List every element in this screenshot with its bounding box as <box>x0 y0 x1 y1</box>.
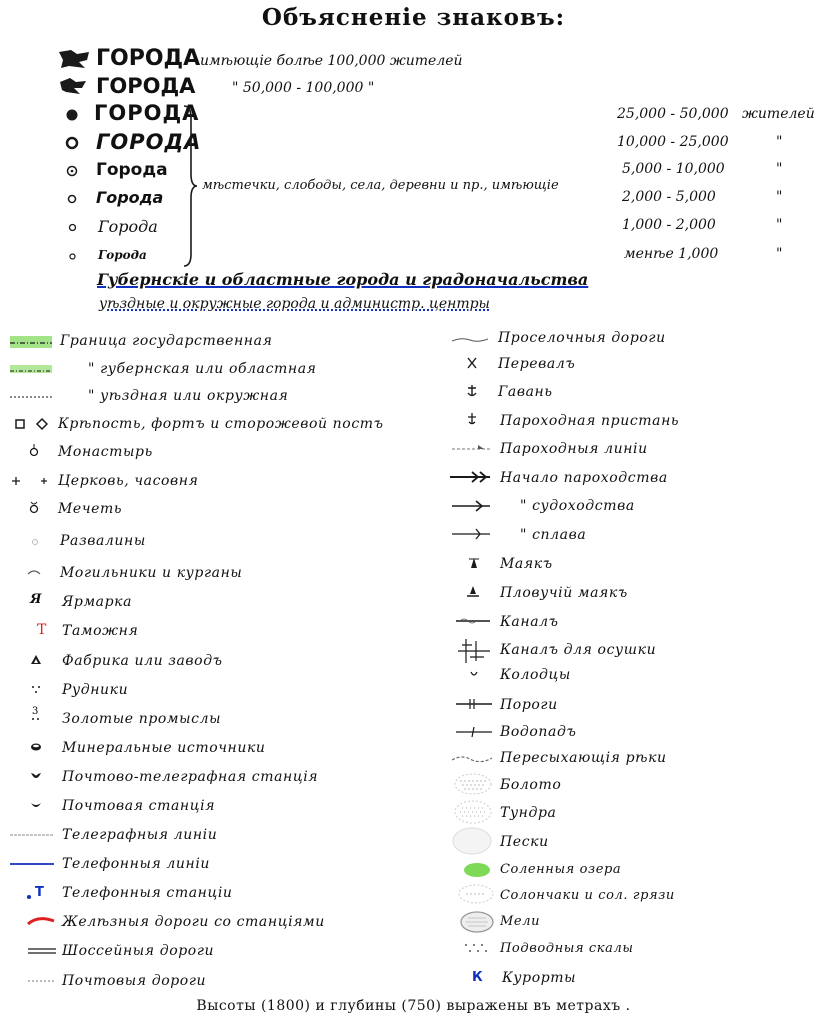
city-small-ring-icon <box>67 194 77 204</box>
city-dot-filled-icon <box>65 108 79 122</box>
steam-start-icon <box>450 470 492 484</box>
city-tiny-ring-icon <box>68 223 77 232</box>
legend-post-telegraph: Почтово-телеграфная станція <box>62 769 319 785</box>
legend-telephone-station: Телефонныя станціи <box>62 885 233 901</box>
page-title: Объясненіе знаковъ: <box>261 4 566 31</box>
city-note-2: " 50,000 - 100,000 " <box>232 80 375 96</box>
city-label-1: ГОРОДА <box>96 46 201 71</box>
legend-canal: Каналъ <box>500 614 559 630</box>
range-1: 25,000 - 50,000 <box>617 106 729 122</box>
canal-icon <box>456 617 490 625</box>
kurgan-icon <box>26 568 42 576</box>
wells-icon <box>470 670 478 678</box>
factory-icon <box>30 654 42 665</box>
legend-underwater-rocks: Подводныя скалы <box>500 941 634 956</box>
range-unit-1: жителей <box>742 106 815 122</box>
rafting-start-icon <box>452 527 492 541</box>
svg-text:3: 3 <box>32 706 39 717</box>
legend-kurgans: Могильники и курганы <box>60 565 243 581</box>
range-5: 1,000 - 2,000 <box>622 217 716 233</box>
city-label-4: ГОРОДА <box>96 130 202 154</box>
lighthouse-icon <box>468 556 480 570</box>
drainage-canal-icon <box>456 635 492 665</box>
city-ring-icon <box>65 136 79 150</box>
legend-fair: Ярмарка <box>62 594 133 610</box>
post-station-icon <box>30 800 42 810</box>
gub-line: Губернскіе и областные города и градоначальства <box>97 270 589 289</box>
legend-salt-lakes: Соленныя озера <box>500 862 622 877</box>
city-note-1: имѣющіе болѣе 100,000 жителей <box>200 53 463 69</box>
range-2: 10,000 - 25,000 <box>617 134 729 150</box>
legend-post-road: Почтовыя дороги <box>62 973 207 989</box>
city-dot-icon <box>69 253 76 260</box>
swamp-icon <box>454 773 492 795</box>
legend-swamp: Болото <box>500 777 562 793</box>
legend-customs: Таможня <box>62 623 139 639</box>
legend-harbor: Гавань <box>498 384 553 400</box>
telegraph-line-icon <box>10 832 54 838</box>
range-6: менѣе 1,000 <box>624 246 719 262</box>
legend-tundra: Тундра <box>500 805 557 821</box>
sands-icon <box>452 827 492 855</box>
rapids-icon <box>456 698 492 710</box>
city-label-5: Города <box>96 160 168 180</box>
legend-pier: Пароходная пристань <box>500 413 680 429</box>
gub-border-icon <box>10 363 52 377</box>
legend-sands: Пески <box>500 834 549 850</box>
legend-mineral: Минеральные источники <box>62 740 266 756</box>
legend-factory: Фабрика или заводъ <box>62 653 223 669</box>
legend-post-station: Почтовая станція <box>62 798 216 814</box>
salt-lake-icon <box>462 862 492 878</box>
telephone-station-icon: Т <box>35 885 44 900</box>
mines-icon <box>31 684 41 694</box>
ruins-icon <box>30 538 40 546</box>
gold-icon <box>30 704 42 722</box>
legend-mines: Рудники <box>62 682 129 698</box>
city-ring-dot-icon <box>66 165 78 177</box>
legend-rafting: " сплава <box>520 527 587 543</box>
tundra-icon <box>454 800 492 824</box>
fort-icon <box>14 417 48 431</box>
telephone-line-icon <box>10 861 54 867</box>
legend-ruins: Развалины <box>60 533 146 549</box>
resort-icon: К <box>472 970 483 985</box>
legend-steam-start: Начало пароходства <box>500 470 668 486</box>
steamship-line-icon <box>452 444 490 452</box>
legend-telephone-line: Телефонныя линіи <box>62 856 211 872</box>
range-unit-4: " <box>776 189 783 205</box>
country-road-icon <box>452 336 488 344</box>
post-road-icon <box>28 978 56 984</box>
legend-railway: Желѣзныя дороги со станціями <box>62 914 325 930</box>
legend-waterfall: Водопадъ <box>500 724 577 740</box>
city-label-8: Города <box>98 248 147 262</box>
pass-icon <box>466 357 478 369</box>
navigation-start-icon <box>452 499 492 513</box>
uezd-border-icon <box>10 393 52 401</box>
mineral-spring-icon <box>30 742 42 752</box>
legend-highway: Шоссейныя дороги <box>62 943 215 959</box>
legend-resorts: Курорты <box>502 970 577 986</box>
city-medium-icon <box>58 76 88 96</box>
legend-rapids: Пороги <box>500 697 558 713</box>
range-3: 5,000 - 10,000 <box>622 161 725 177</box>
floating-lighthouse-icon <box>466 584 480 598</box>
legend-navigation: " судоходства <box>520 498 635 514</box>
legend-steamship-lines: Пароходныя линіи <box>500 441 648 457</box>
legend-floating-lighthouse: Пловучій маякъ <box>500 585 628 601</box>
harbor-icon <box>466 384 478 398</box>
pier-icon <box>467 412 477 426</box>
legend-wells: Колодцы <box>500 667 571 683</box>
church-icon <box>12 475 48 487</box>
legend-lighthouse: Маякъ <box>500 556 553 572</box>
range-unit-5: " <box>776 217 783 233</box>
city-large-icon <box>57 48 91 70</box>
legend-pass: Перевалъ <box>498 356 576 372</box>
legend-dry-river: Пересыхающія рѣки <box>500 750 667 766</box>
legend-uezd-border: " уѣздная или окружная <box>88 388 289 404</box>
shoals-icon <box>460 911 494 933</box>
legend-state-border: Граница государственная <box>60 333 273 349</box>
monastery-icon <box>28 443 40 457</box>
legend-monastery: Монастырь <box>58 444 153 460</box>
legend-drainage-canal: Каналъ для осушки <box>500 642 657 658</box>
legend-mosque: Мечеть <box>58 501 123 517</box>
underwater-rocks-icon <box>462 941 492 957</box>
city-label-7: Города <box>98 217 158 236</box>
dry-river-icon <box>452 752 492 766</box>
legend-shoals: Мели <box>500 914 541 929</box>
customs-icon: Т <box>37 622 47 638</box>
legend-country-road: Проселочныя дороги <box>498 330 666 346</box>
city-label-2: ГОРОДА <box>96 74 196 98</box>
city-label-6: Города <box>96 188 164 207</box>
bracket <box>182 104 198 268</box>
footer-note: Высоты (1800) и глубины (750) выражены въ метрахъ . <box>196 998 631 1014</box>
waterfall-icon <box>456 726 492 738</box>
legend-gold: Золотые промыслы <box>62 711 222 727</box>
legend-salt-marsh: Солончаки и сол. грязи <box>500 888 675 903</box>
legend-gub-border: " губернская или областная <box>88 361 317 377</box>
legend-telegraph-line: Телеграфныя линіи <box>62 827 218 843</box>
range-4: 2,000 - 5,000 <box>622 189 716 205</box>
salt-marsh-icon <box>458 884 494 904</box>
uezd-line: уѣздные и окружные города и администр. центры <box>99 296 490 312</box>
range-unit-2: " <box>776 134 783 150</box>
fair-icon: Я <box>30 592 42 607</box>
legend-fort: Крѣпость, фортъ и сторожевой постъ <box>58 416 384 432</box>
range-unit-3: " <box>776 161 783 177</box>
mosque-icon <box>28 500 40 514</box>
state-border-icon <box>10 334 52 350</box>
highway-icon <box>28 947 56 955</box>
railway-icon <box>26 913 56 927</box>
bracket-text: мѣстечки, слободы, села, деревни и пр., имѣющіе <box>202 178 559 193</box>
legend-church: Церковь, часовня <box>58 473 199 489</box>
post-telegraph-icon <box>30 771 42 781</box>
range-unit-6: " <box>776 246 783 262</box>
city-label-3: ГОРОДА <box>94 101 200 125</box>
telephone-station-dot-icon <box>26 894 32 900</box>
